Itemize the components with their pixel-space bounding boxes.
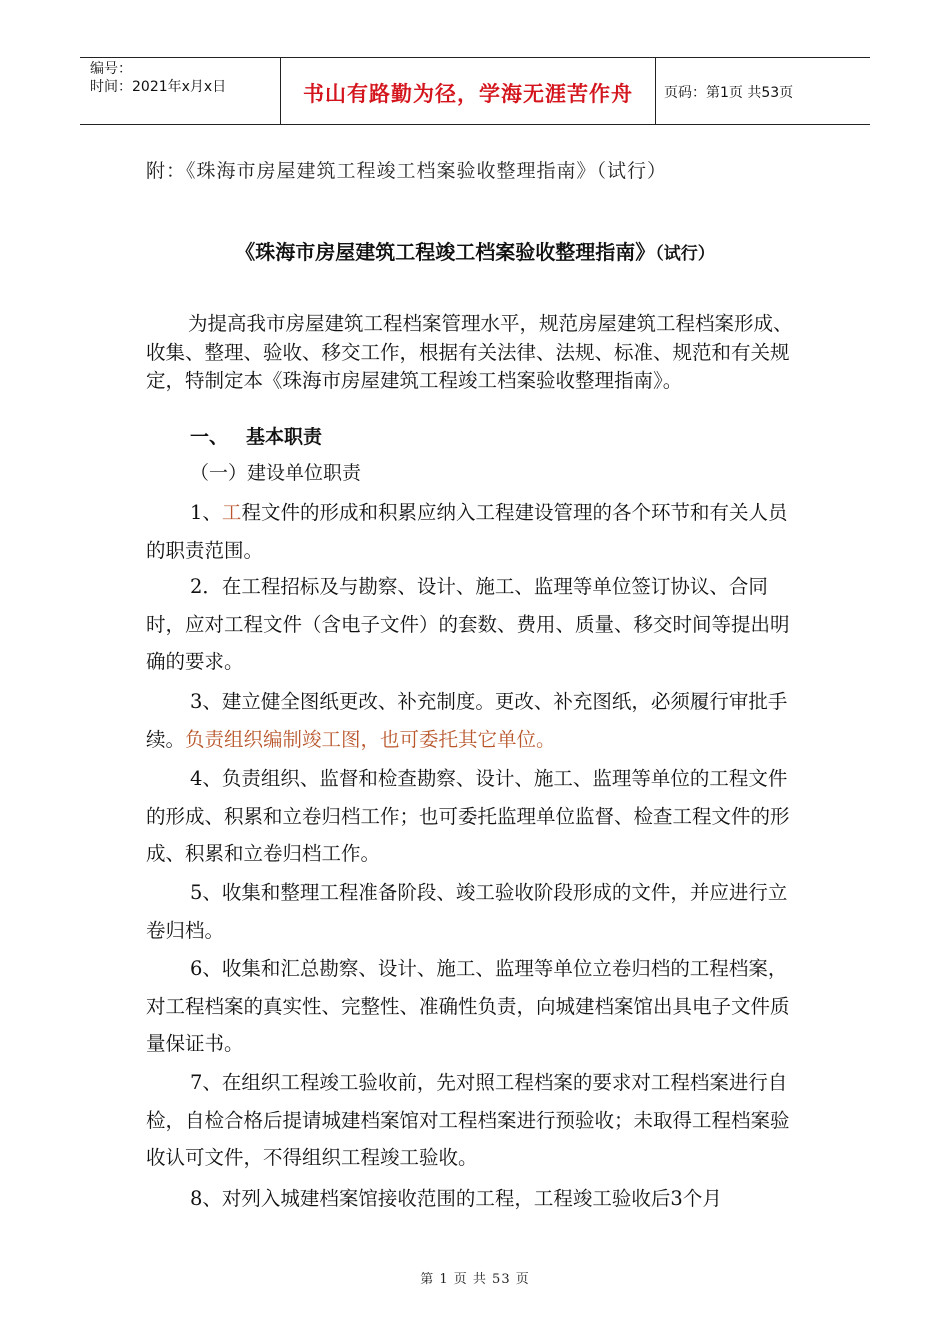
section-heading	[190, 422, 322, 449]
title-suffix: （试行）	[655, 244, 715, 264]
paragraph-5: 5、收集和整理工程准备阶段、竣工验收阶段形成的文件，并应进行立卷归档。	[146, 881, 788, 942]
paragraph-6: 6、收集和汇总勘察、设计、施工、监理等单位立卷归档的工程档案，对工程档案的真实性、完整性、准确性负责，向城建档案馆出具电子文件质量保证书。	[146, 957, 790, 1055]
document-title	[0, 236, 950, 265]
paragraph-1-prefix: 1、	[190, 501, 222, 524]
page-footer: 第 1 页 共 53 页	[420, 1272, 530, 1287]
motto-text: 书山有路勤为径，学海无涯苦作舟	[303, 82, 633, 106]
subsection-heading: （一）建设单位职责	[190, 462, 362, 484]
header-page-cell	[656, 58, 870, 124]
paragraph-1	[146, 494, 804, 569]
paragraph-1-highlight: 工	[221, 501, 242, 524]
number-label: 编号：	[90, 61, 132, 77]
paragraph-3	[146, 683, 804, 758]
paragraph-8: 8、对列入城建档案馆接收范围的工程，工程竣工验收后3个月	[190, 1187, 722, 1210]
title-main: 《珠海市房屋建筑工程竣工档案验收整理指南》	[235, 240, 656, 264]
paragraph-3-text: 3、建立健全图纸更改、补充制度。更改、补充图纸，必须履行审批手续。	[146, 690, 788, 751]
paragraph-1-text: 程文件的形成和积累应纳入工程建设管理的各个环节和有关人员的职责范围。	[146, 501, 788, 562]
header-motto-cell	[280, 58, 656, 124]
section-title: 基本职责	[246, 426, 323, 448]
paragraph-7: 7、在组织工程竣工验收前，先对照工程档案的要求对工程档案进行自检，自检合格后提请城建档案馆对工程档案进行预验收；未取得工程档案验收认可文件，不得组织工程竣工验收。	[146, 1071, 790, 1169]
header-table	[80, 57, 870, 125]
section-number: 一、	[190, 426, 229, 448]
paragraph-4: 4、负责组织、监督和检查勘察、设计、施工、监理等单位的工程文件的形成、积累和立卷归档工作；也可委托监理单位监督、检查工程文件的形成、积累和立卷归档工作。	[146, 767, 790, 865]
header-meta-cell	[80, 58, 280, 124]
page-info: 页码：第1页 共53页	[664, 85, 794, 101]
paragraph-2: 2．在工程招标及与勘察、设计、施工、监理等单位签订协议、合同时，应对工程文件（含电子文件）的套数、费用、质量、移交时间等提出明确的要求。	[146, 575, 790, 673]
attachment-subheading: 附：《珠海市房屋建筑工程竣工档案验收整理指南》（试行）	[146, 160, 668, 182]
paragraph-3-highlight: 负责组织编制竣工图，也可委托其它单位。	[185, 727, 556, 751]
time-label: 时间：2021年x月x日	[90, 79, 227, 95]
intro-paragraph: 为提高我市房屋建筑工程档案管理水平，规范房屋建筑工程档案形成、收集、整理、验收、移交工作，根据有关法律、法规、标准、规范和有关规定，特制定本《珠海市房屋建筑工程竣工档案验收整理指南》。	[146, 312, 793, 392]
